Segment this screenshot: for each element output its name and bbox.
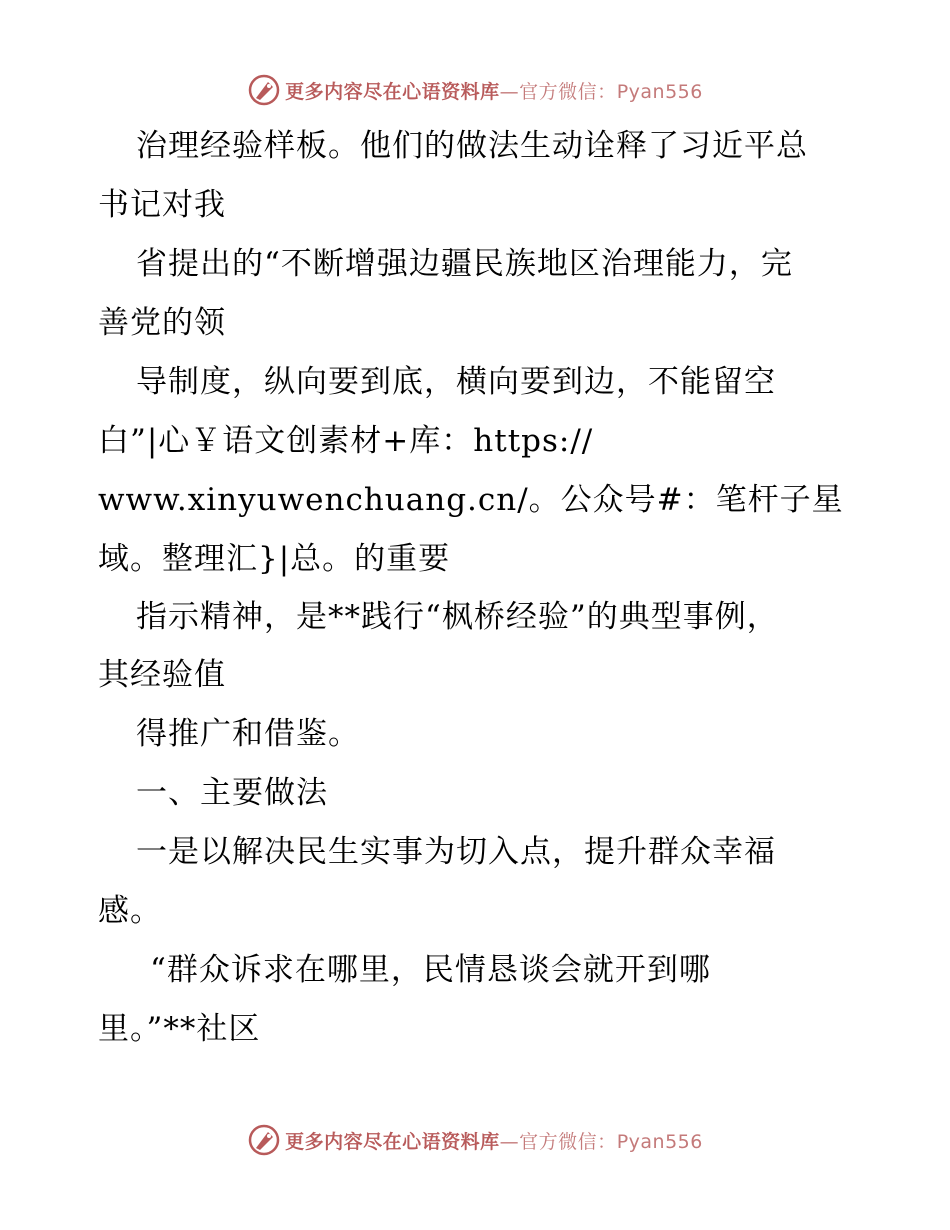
watermark-site-name: 更多内容尽在心语资料库 (285, 80, 500, 103)
watermark-text (285, 77, 703, 104)
body-line: 善党的领 (98, 305, 226, 341)
section-heading: 一、主要做法 (136, 775, 328, 811)
pen-nib-logo-icon (247, 73, 281, 107)
watermark-site-name: 更多内容尽在心语资料库 (285, 1130, 500, 1153)
header-watermark (0, 70, 950, 110)
watermark-wechat-label: 官方微信： (519, 80, 617, 103)
body-line: 导制度，纵向要到底，横向要到边，不能留空 (136, 364, 776, 400)
watermark-wechat-label: 官方微信： (519, 1130, 617, 1153)
pen-nib-logo-icon (247, 1123, 281, 1157)
body-line: 指示精神，是**践行“枫桥经验”的典型事例， (136, 599, 779, 635)
body-line: 省提出的“不断增强边疆民族地区治理能力，完 (136, 246, 793, 282)
watermark-separator: — (499, 80, 520, 103)
body-line: 域。整理汇}|总。的重要 (98, 541, 451, 577)
body-line: 治理经验样板。他们的做法生动诠释了习近平总 (136, 128, 808, 164)
body-line: 其经验值 (98, 657, 226, 693)
body-line: 得推广和借鉴。 (136, 716, 360, 752)
body-line: 里。”**社区 (98, 1011, 261, 1047)
body-line: 感。 (98, 893, 162, 929)
body-line: 白”|心￥语文创素材+库：https:// (98, 423, 594, 459)
watermark-wechat-id: Pyan556 (616, 80, 703, 103)
footer-watermark (0, 1120, 950, 1160)
body-line: 书记对我 (98, 187, 226, 223)
watermark-text (285, 1127, 703, 1154)
watermark-separator: — (499, 1130, 520, 1153)
body-line: www.xinyuwenchuang.cn/。公众号#：笔杆子星 (98, 482, 844, 518)
body-line: “群众诉求在哪里，民情恳谈会就开到哪 (150, 952, 711, 988)
body-line: 一是以解决民生实事为切入点，提升群众幸福 (136, 834, 776, 870)
watermark-wechat-id: Pyan556 (616, 1130, 703, 1153)
